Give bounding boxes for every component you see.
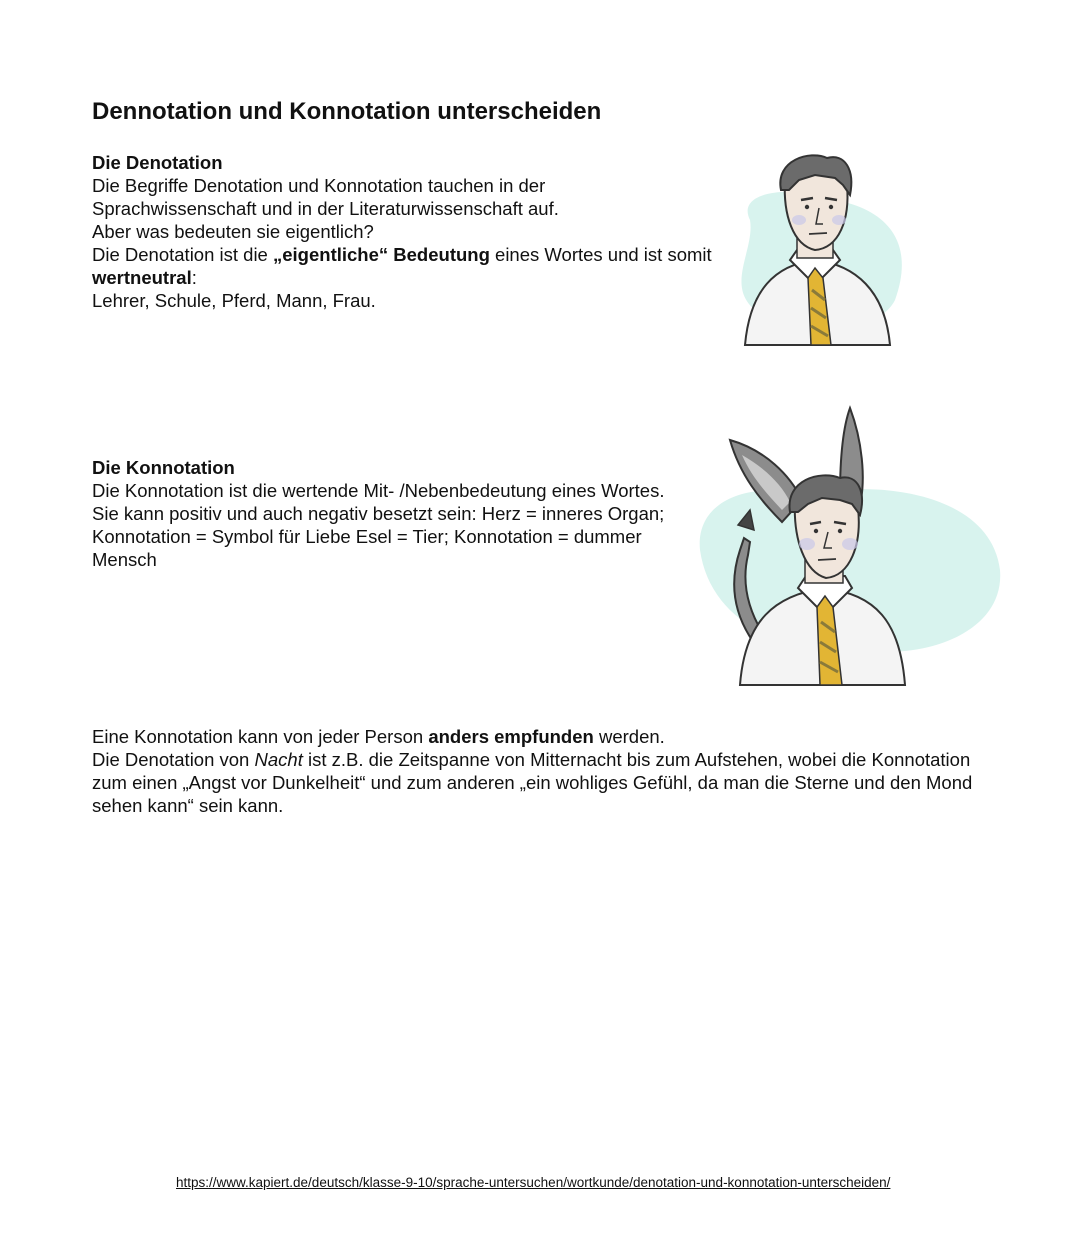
businessman-illustration: [715, 150, 920, 350]
denotation-key-term: „eigentliche“ Bedeutung: [273, 244, 490, 265]
donkey-eared-man-illustration: [690, 400, 1010, 690]
denotation-neutral-term: wertneutral: [92, 267, 192, 288]
denotation-question: Aber was bedeuten sie eigentlich?: [92, 221, 374, 242]
denotation-examples: Lehrer, Schule, Pferd, Mann, Frau.: [92, 290, 376, 311]
summary-line-1: Eine Konnotation kann von jeder Person anders empfunden werden.: [92, 726, 665, 747]
konnotation-section: [92, 456, 692, 571]
konnotation-heading: Die Konnotation: [92, 457, 235, 478]
summary-bold-term: anders empfunden: [428, 726, 594, 747]
denotation-heading: Die Denotation: [92, 152, 223, 173]
summary-section: [92, 725, 992, 817]
summary-line-2: Die Denotation von Nacht ist z.B. die Zeitspanne von Mitternacht bis zum Aufstehen, wobei die Konnotation zum einen „Angst vor Dunkelheit“ und zum anderen „ein wohliges Gefühl, da man die Sterne und den Mond sehen kann“ sein kann.: [92, 749, 973, 816]
page-title: Dennotation und Konnotation unterscheiden: [92, 98, 602, 125]
denotation-intro: Die Begriffe Denotation und Konnotation tauchen in der Sprachwissenschaft und in der Literaturwissenschaft auf.: [92, 175, 559, 219]
source-link[interactable]: https://www.kapiert.de/deutsch/klasse-9-10/sprache-untersuchen/wortkunde/denotation-und-konnotation-unterscheiden/: [176, 1175, 891, 1190]
denotation-definition: Die Denotation ist die „eigentliche“ Bedeutung eines Wortes und ist somit wertneutral:: [92, 244, 712, 288]
konnotation-definition: Die Konnotation ist die wertende Mit- /Nebenbedeutung eines Wortes.: [92, 480, 665, 501]
summary-italic-term: Nacht: [254, 749, 303, 770]
konnotation-examples: Sie kann positiv und auch negativ besetzt sein: Herz = inneres Organ; Konnotation = Symbol für Liebe Esel = Tier; Konnotation = dummer Mensch: [92, 503, 665, 570]
denotation-section: [92, 151, 712, 312]
